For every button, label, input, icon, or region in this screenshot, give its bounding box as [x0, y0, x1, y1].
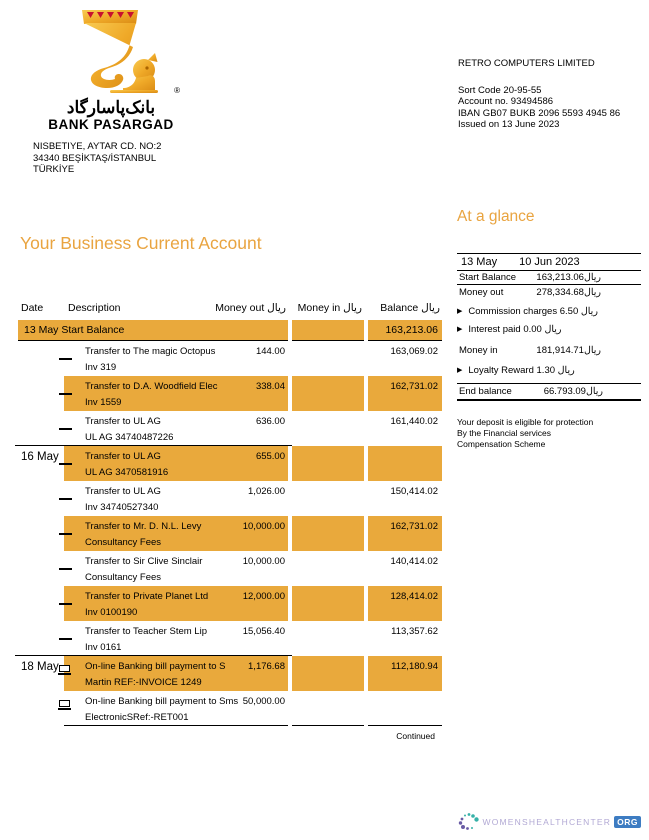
table-row [18, 411, 443, 446]
transaction-balance: 140,414.02 [390, 556, 438, 567]
glance-bullet-text: Interest paid ریال 0.00 [468, 324, 562, 335]
transaction-balance [368, 691, 442, 726]
transaction-balance: 150,414.02 [390, 486, 438, 497]
glance-value: ریال66.793.09 [543, 386, 603, 397]
branch-address [33, 141, 161, 176]
transaction-money-out: 1,176.68 [248, 661, 285, 672]
header-money-in: Money in ریال [297, 302, 362, 314]
table-row [18, 341, 443, 376]
transaction-money-out: 1,026.00 [248, 486, 285, 497]
table-header [18, 302, 443, 319]
transaction-date: 18 May [21, 661, 59, 673]
transaction-reference: UL AG 34740487226 [85, 432, 174, 443]
transaction-reference: Inv 34740527340 [85, 502, 159, 513]
transaction-balance: 112,180.94 [368, 656, 442, 691]
transaction-description-cell [64, 446, 288, 481]
period-start: 13 May [461, 256, 498, 268]
glance-loyalty-reward [457, 365, 641, 376]
header-balance: Balance ریال [380, 302, 440, 314]
transaction-description: Transfer to D.A. Woodfield Elec [85, 381, 218, 392]
at-a-glance-panel [457, 207, 641, 450]
transaction-money-in [292, 621, 364, 656]
transaction-money-out: 10,000.00 [242, 556, 285, 567]
table-row [18, 586, 443, 621]
protection-line: By the Financial services [457, 428, 552, 438]
transaction-reference: ElectronicSRef:-RET001 [85, 712, 189, 723]
transaction-date: 16 May [21, 451, 59, 463]
glance-interest-paid [457, 324, 641, 335]
account-number: Account no. 93494586 [458, 96, 554, 107]
transfer-icon [59, 428, 72, 430]
transaction-money-out: 144.00 [255, 346, 285, 357]
watermark-text: WOMENSHEALTHCENTER [482, 817, 612, 827]
transaction-description-cell [64, 656, 288, 691]
at-a-glance-title: At a glance [457, 208, 535, 225]
transaction-description-cell [64, 516, 288, 551]
bullet-triangle-icon: ▶ [457, 326, 463, 333]
iban: IBAN GB07 BUKB 2096 5593 4945 86 [458, 107, 621, 119]
glance-commission-charges [457, 306, 641, 317]
table-row [18, 691, 443, 726]
transaction-money-in [292, 411, 364, 446]
sort-code: Sort Code 20-95-55 [458, 84, 542, 96]
transaction-description: Transfer to UL AG [85, 416, 161, 427]
transaction-date [18, 411, 64, 446]
glance-bullet-text: Commission charges ریال 6.50 [468, 306, 598, 317]
transaction-description-cell [64, 691, 288, 726]
transaction-money-in [292, 446, 364, 481]
transaction-balance: 163,069.02 [390, 346, 438, 357]
transaction-money-out: 636.00 [255, 416, 285, 427]
transfer-icon [59, 358, 72, 360]
start-balance-row [18, 320, 443, 341]
page-title: Your Business Current Account [20, 233, 262, 253]
transfer-icon [59, 463, 72, 465]
transaction-reference: Inv 0161 [85, 642, 122, 653]
start-balance-label: 13 May Start Balance [18, 320, 288, 341]
address-line: NISBETIYE, AYTAR CD. NO:2 [33, 141, 162, 152]
transaction-money-out: 50,000.00 [242, 696, 285, 707]
bank-name-farsi: بانک‌پاسارگاد [66, 98, 156, 117]
glance-value: ریال163,213.06 [536, 272, 601, 283]
transaction-description: Transfer to Teacher Stem Lip [85, 626, 207, 637]
transaction-description: Transfer to UL AG [85, 451, 161, 462]
glance-bullet-text: Loyalty Reward ریال 1.30 [468, 365, 575, 376]
table-row [18, 516, 443, 551]
transfer-icon [59, 498, 72, 500]
transaction-money-in [292, 691, 364, 726]
transaction-reference: UL AG 3470581916 [85, 467, 169, 478]
bullet-triangle-icon: ▶ [457, 367, 463, 374]
glance-label: Money out [459, 286, 504, 298]
transaction-balance: 113,357.62 [391, 626, 438, 637]
registered-trademark: ® [174, 86, 180, 95]
transaction-money-in [292, 586, 364, 621]
watermark-dots-icon [458, 812, 480, 832]
address-line: 34340 BEŞİKTAŞ/İSTANBUL [33, 152, 157, 164]
transaction-money-in [292, 376, 364, 411]
glance-start-balance [457, 271, 641, 285]
protection-line: Your deposit is eligible for protection [457, 417, 594, 427]
transaction-description: Transfer to UL AG [85, 486, 161, 497]
online-banking-icon [59, 700, 70, 707]
transaction-date [18, 481, 64, 516]
transaction-description: Transfer to Sir Clive Sinclair [85, 556, 203, 567]
transaction-balance: 162,731.02 [368, 516, 442, 551]
table-row [18, 446, 443, 481]
glance-label: Money in [459, 344, 498, 356]
header-money-out: Money out ریال [215, 302, 286, 314]
transaction-description: On-line Banking bill payment to S [85, 661, 226, 672]
issue-date: Issued on 13 June 2023 [458, 119, 560, 130]
transaction-money-in [292, 551, 364, 586]
transaction-description-cell [64, 376, 288, 411]
glance-money-out [457, 285, 641, 299]
transaction-money-out: 655.00 [255, 451, 285, 462]
continued-note: Continued [396, 731, 435, 741]
transaction-money-out: 12,000.00 [242, 591, 285, 602]
transaction-description-cell [64, 551, 288, 586]
table-row [18, 656, 443, 691]
transaction-description-cell [64, 621, 288, 656]
start-balance-amount: 163,213.06 [368, 320, 442, 341]
table-row [18, 551, 443, 586]
rhyton-logo-icon [52, 8, 170, 96]
transaction-reference: Consultancy Fees [85, 572, 162, 583]
transaction-balance [368, 446, 442, 481]
start-balance-money-in [292, 320, 364, 341]
transfer-icon [59, 603, 72, 605]
bank-name-english: BANK PASARGAD [48, 117, 174, 132]
transaction-date [18, 551, 64, 586]
transfer-icon [59, 568, 72, 570]
address-line: TÜRKİYE [33, 164, 75, 175]
transaction-description: Transfer to The magic Octopus [85, 346, 216, 357]
transfer-icon [59, 533, 72, 535]
protection-line: Compensation Scheme [457, 439, 546, 449]
online-banking-icon [59, 665, 70, 672]
transaction-money-out: 10,000.00 [242, 521, 285, 532]
transaction-date [18, 516, 64, 551]
transaction-date [18, 621, 64, 656]
transaction-reference: Inv 319 [85, 362, 117, 373]
table-row [18, 621, 443, 656]
transaction-reference: Inv 1559 [85, 397, 122, 408]
transfer-icon [59, 638, 72, 640]
statement-period [457, 253, 641, 271]
transaction-reference: Martin REF:-INVOICE 1249 [85, 677, 202, 688]
bank-logo [40, 8, 182, 133]
transaction-date [18, 341, 64, 376]
transaction-money-in [292, 341, 364, 376]
glance-money-in [457, 342, 641, 358]
table-row [18, 376, 443, 411]
watermark-badge: ORG [614, 816, 641, 828]
transactions-table [18, 302, 443, 741]
transaction-balance: 162,731.02 [368, 376, 442, 411]
transaction-balance: 161,440.02 [390, 416, 438, 427]
transaction-balance: 128,414.02 [368, 586, 442, 621]
transaction-money-out: 338.04 [255, 381, 285, 392]
glance-end-balance [457, 384, 641, 401]
transaction-date [18, 376, 64, 411]
transaction-description: On-line Banking bill payment to Sms [85, 696, 239, 707]
transfer-icon [59, 393, 72, 395]
transaction-description-cell [64, 481, 288, 516]
glance-value: ریال278,334.68 [536, 286, 601, 298]
transaction-description-cell [64, 341, 288, 376]
transaction-description: Transfer to Mr. D. N.L. Levy [85, 521, 202, 532]
transaction-money-in [292, 516, 364, 551]
transaction-date [18, 586, 64, 621]
transaction-reference: Consultancy Fees [85, 537, 162, 548]
glance-value: ریال181,914.71 [536, 344, 601, 356]
period-end: 10 Jun 2023 [519, 256, 580, 268]
transaction-description-cell [64, 586, 288, 621]
transaction-reference: Inv 0100190 [85, 607, 138, 618]
transaction-money-in [292, 481, 364, 516]
account-holder-info [458, 58, 620, 131]
header-description: Description [68, 302, 121, 314]
transaction-description-cell [64, 411, 288, 446]
table-row [18, 481, 443, 516]
transaction-description: Transfer to Private Planet Ltd [85, 591, 209, 602]
glance-label: Start Balance [459, 272, 517, 283]
header-date: Date [21, 302, 44, 314]
bullet-triangle-icon: ▶ [457, 308, 463, 315]
transaction-money-in [292, 656, 364, 691]
transaction-money-out: 15,056.40 [242, 626, 285, 637]
watermark [458, 812, 641, 832]
account-holder-name: RETRO COMPUTERS LIMITED [458, 58, 595, 69]
glance-label: End balance [459, 386, 512, 397]
deposit-protection-note [457, 417, 641, 450]
